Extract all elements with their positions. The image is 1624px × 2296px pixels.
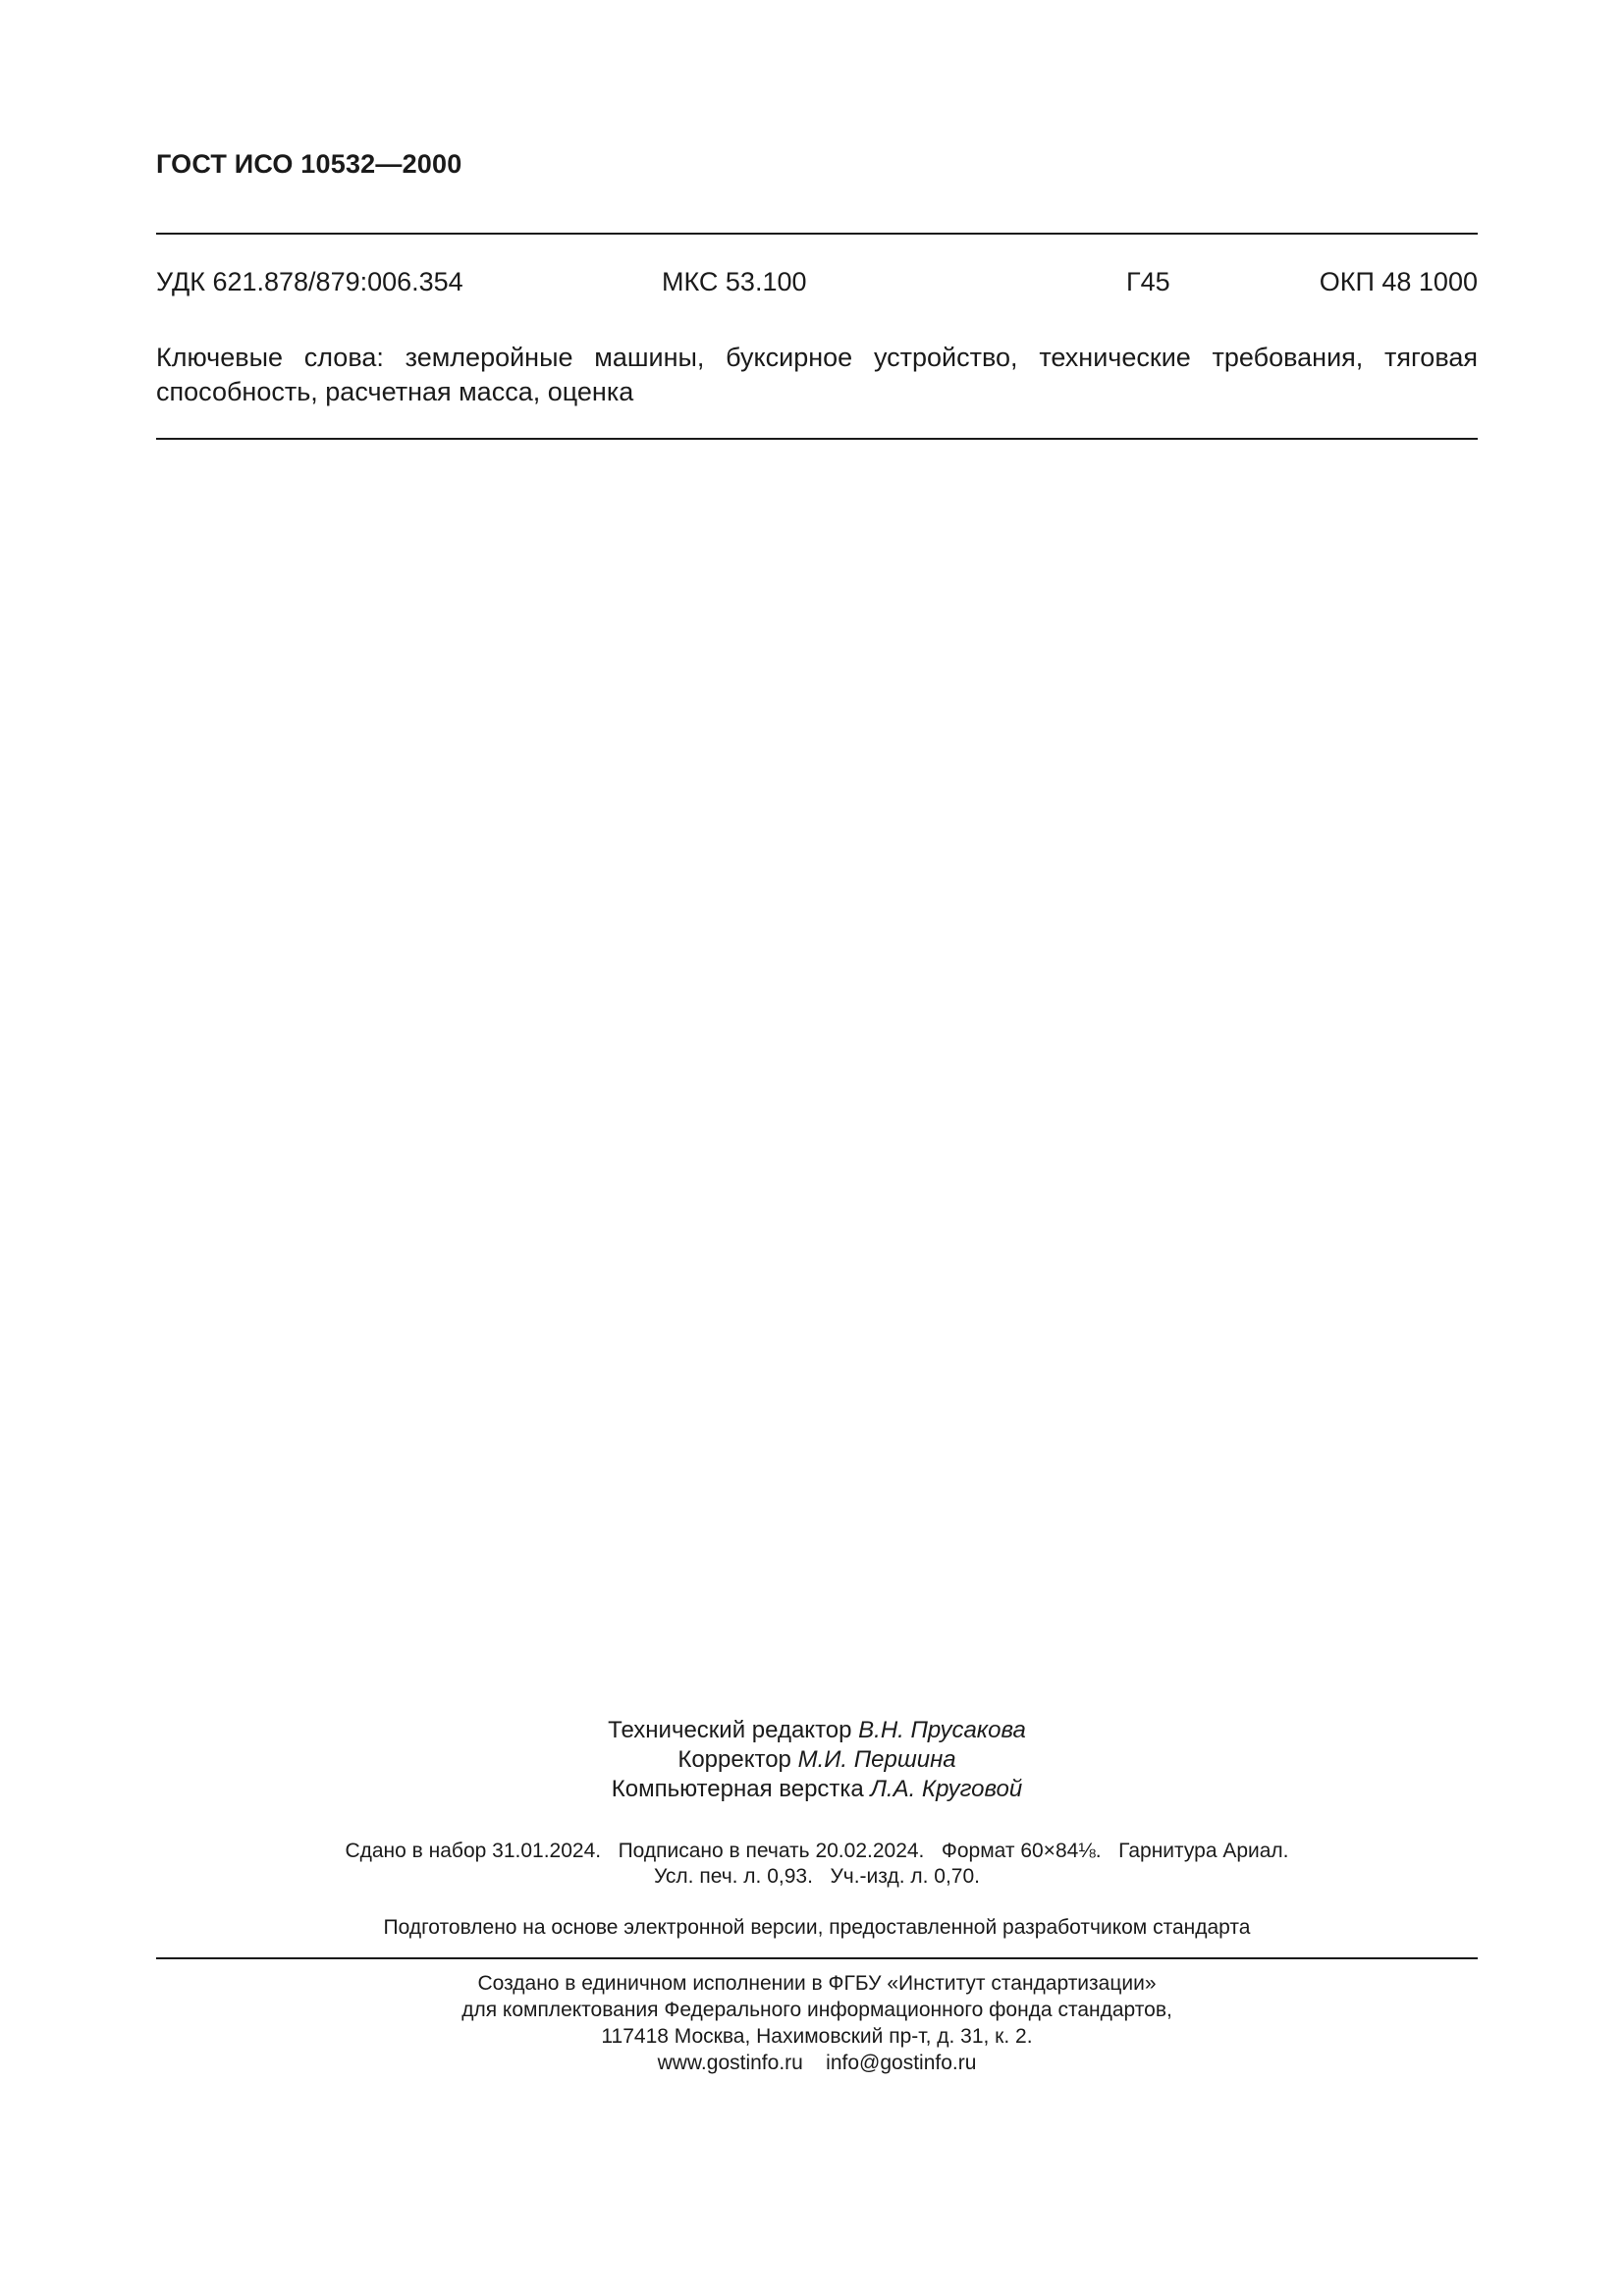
tech-editor-line <box>156 1716 1478 1745</box>
keywords-divider <box>156 438 1478 440</box>
mks-code: МКС 53.100 <box>662 267 807 296</box>
keywords-paragraph: Ключевые слова: землеройные машины, буксирное устройство, технические требования, тяговая способность, расчетная масса, оценка <box>156 343 1478 406</box>
corrector-line <box>156 1745 1478 1775</box>
prepared-note: Подготовлено на основе электронной версии, предоставленной разработчиком стандарта <box>383 1916 1251 1939</box>
publisher-divider <box>156 1957 1478 1959</box>
corrector-label: Корректор <box>677 1746 791 1773</box>
layout-line <box>156 1775 1478 1804</box>
print-info-line-2: Усл. печ. л. 0,93. Уч.-изд. л. 0,70. <box>653 1865 980 1888</box>
tech-editor-name: В.Н. Прусакова <box>858 1717 1026 1743</box>
okp-code: ОКП 48 1000 <box>1319 267 1478 296</box>
top-divider <box>156 233 1478 235</box>
publisher-line-3: 117418 Москва, Нахимовский пр-т, д. 31, к. 2. <box>601 2025 1033 2048</box>
tech-editor-label: Технический редактор <box>608 1717 852 1743</box>
print-info-block <box>156 1839 1478 1890</box>
corrector-name: М.И. Першина <box>797 1746 956 1773</box>
publisher-web-contacts: www.gostinfo.ru info@gostinfo.ru <box>657 2052 977 2074</box>
udk-code: УДК 621.878/879:006.354 <box>156 267 463 296</box>
document-code: ГОСТ ИСО 10532—2000 <box>156 149 462 179</box>
layout-name: Л.А. Круговой <box>870 1776 1023 1802</box>
group-code: Г45 <box>1126 267 1170 296</box>
editors-block <box>156 1716 1478 1804</box>
publisher-line-1: Создано в единичном исполнении в ФГБУ «Институт стандартизации» <box>477 1972 1157 1995</box>
layout-label: Компьютерная верстка <box>611 1776 864 1802</box>
print-info-line-1: Сдано в набор 31.01.2024. Подписано в печать 20.02.2024. Формат 60×84⅛. Гарнитура Ариал. <box>345 1840 1289 1862</box>
publisher-block <box>156 1970 1478 2076</box>
publisher-line-2: для комплектования Федерального информационного фонда стандартов, <box>461 1999 1172 2021</box>
